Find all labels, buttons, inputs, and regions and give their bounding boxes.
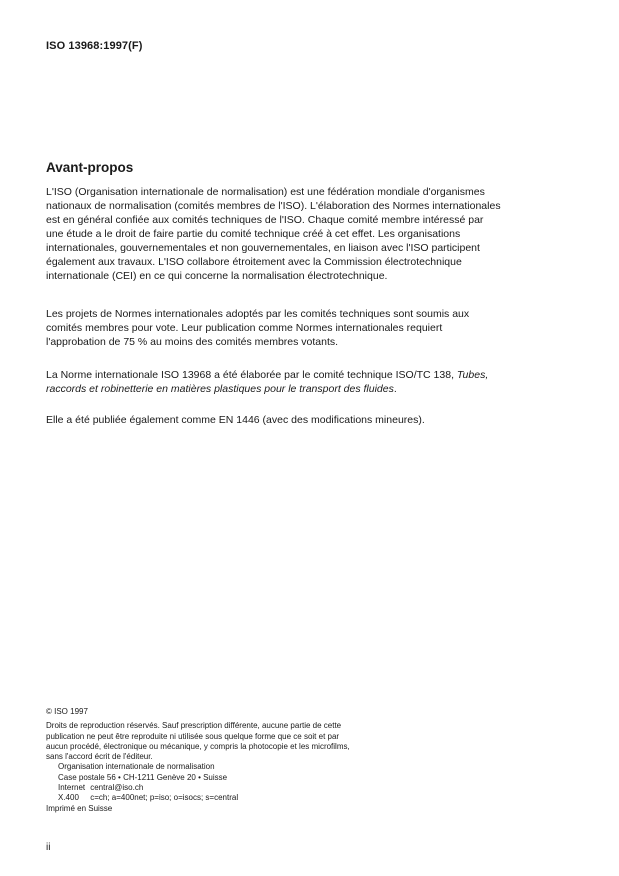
paragraph-line: internationales, gouvernementales et non gouvernementales, en liaison avec l'ISO participent [46, 242, 480, 254]
foreword-paragraph-3 [46, 368, 516, 396]
foreword-paragraph-2 [46, 307, 516, 349]
paragraph-line: L'ISO (Organisation internationale de normalisation) est une fédération mondiale d'organismes [46, 186, 485, 198]
rights-line: publication ne peut être reproduite ni utilisée sous quelque forme que ce soit et par [46, 731, 340, 741]
foreword-paragraph-1 [46, 185, 516, 283]
x400-value: c=ch; a=400net; p=iso; o=isocs; s=central [90, 793, 239, 803]
publisher-address [58, 762, 406, 803]
paragraph-line: Elle a été publiée également comme EN 1446 (avec des modifications mineures). [46, 414, 425, 426]
paragraph-line: l'approbation de 75 % au moins des comités membres votants. [46, 336, 339, 348]
organization-name: Organisation internationale de normalisation [58, 762, 215, 772]
printed-in: Imprimé en Suisse [46, 803, 113, 813]
committee-text: La Norme internationale ISO 13968 a été élaborée par le comité technique ISO/TC 138, [46, 369, 457, 381]
paragraph-line: également aux travaux. L'ISO collabore étroitement avec la Commission électrotechnique [46, 256, 462, 268]
paragraph-line: nationaux de normalisation (comités membres de l'ISO). L'élaboration des Normes internationales [46, 200, 501, 212]
document-identifier: ISO 13968:1997(F) [46, 40, 143, 52]
copyright-block [46, 707, 406, 814]
paragraph-line: une étude a le droit de faire partie du comité technique créé à cet effet. Les organisations [46, 228, 461, 240]
paragraph-line: comités membres pour vote. Leur publication comme Normes internationales requiert [46, 322, 443, 334]
postal-address: Case postale 56 • CH-1211 Genève 20 • Suisse [58, 772, 228, 782]
sentence-end: . [393, 383, 397, 395]
paragraph-line: Les projets de Normes internationales adoptés par les comités techniques sont soumis aux [46, 308, 470, 320]
committee-title-start: Tubes, [456, 369, 489, 381]
paragraph-line [46, 382, 516, 396]
rights-line: Droits de reproduction réservés. Sauf prescription différente, aucune partie de cette [46, 721, 342, 731]
paragraph-line [46, 368, 516, 382]
committee-title-end: raccords et robinetterie en matières plastiques pour le transport des fluides [46, 383, 394, 395]
paragraph-line: internationale (CEI) en ce qui concerne la normalisation électrotechnique. [46, 270, 388, 282]
foreword-heading: Avant-propos [46, 160, 134, 175]
rights-line: aucun procédé, électronique ou mécanique, y compris la photocopie et les microfilms, [46, 741, 350, 751]
rights-line: sans l'accord écrit de l'éditeur. [46, 752, 153, 762]
foreword-paragraph-4 [46, 413, 516, 427]
x400-label: X.400 [58, 793, 79, 803]
x400-row [58, 793, 406, 803]
page-number: ii [46, 842, 51, 853]
internet-label: Internet [58, 783, 86, 793]
internet-row [58, 783, 406, 793]
copyright-notice: © ISO 1997 [46, 707, 88, 716]
internet-value: central@iso.ch [90, 783, 144, 793]
paragraph-line: est en général confiée aux comités techniques de l'ISO. Chaque comité membre intéressé par [46, 214, 484, 226]
